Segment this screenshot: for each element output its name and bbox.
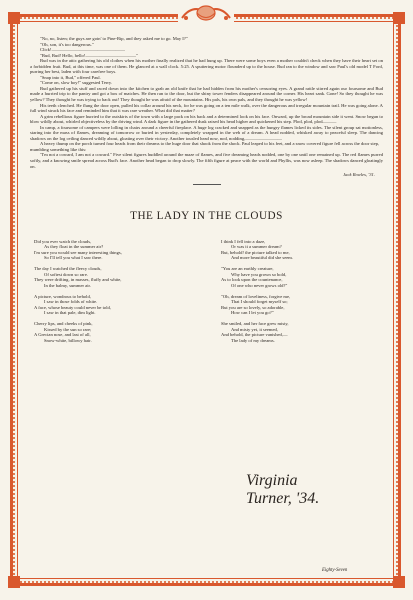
poem-line: The lady of my dreams.	[231, 337, 275, 343]
poem-line: But, behold! the picture talked to me,	[221, 249, 290, 255]
paragraph: Click!————————————————	[40, 47, 125, 53]
poem-line: The day I watched the fleecy clouds,	[34, 266, 102, 272]
poem	[30, 239, 383, 429]
paragraph: Bud gathered up his stuff and raced down into the kitchen to grab an old knife that he had hidden from his mother's censoring eyes. A grand rattle stirred again our foursome and Bud made a hurried trip to the pantry and got a box of matches. He then ran to the door, but the shiny tower fenders disappeared around the corner. His heart sank. Gone! So they thought he was yellow? They thought he was trying to back out! They thought he was afraid of the mountains. His pals, his own pals, and they thought he was yellow!	[30, 85, 383, 103]
paragraph: "Come on, slow boy!" suggested Terry.	[40, 80, 113, 86]
paragraph: Bud was in the attic gathering his old clothes when his mother finally realized that he had hung up. There were some boys even a mother couldn't check when they have their heart set on a forbidden fruit. Bud, at this time, was one of them. He glanced at a wall clock. 5:25. A sputtering motor flounderd up to the house. Bud ran to the window and saw Paul's old model T Ford, purring her best, laden with four carefree boys.	[30, 58, 383, 75]
poem-line: Snow-white, billowy hair.	[44, 337, 92, 343]
poem-line: And behold, the picture vanished,—	[221, 332, 288, 338]
poem-author: Virginia Turner, '34.	[246, 472, 320, 507]
poem-line: She smiled, and her face grew misty,	[221, 321, 289, 327]
poem-line: A Grecian nose, and last of all,	[34, 332, 91, 338]
story-author: Jack Rowles, '31.	[343, 172, 375, 178]
poem-line: I saw in those folds of white.	[44, 299, 98, 305]
stanza	[34, 239, 194, 261]
poem-line: Kissed by the sun so rare;	[44, 326, 92, 332]
border-corner-ornament	[8, 12, 20, 24]
poem-column-right	[221, 239, 381, 349]
stanza	[34, 266, 194, 288]
paragraph: "Bud, Bud! Hello, hello!———————————"	[40, 52, 138, 58]
poem-line: How can I let you go?"	[231, 310, 274, 316]
poem-line: But you are so lovely, so adorable,	[221, 304, 285, 310]
poem-line: And more beautiful did she seem.	[231, 255, 293, 261]
stanza	[221, 294, 381, 316]
border-corner-ornament	[8, 576, 20, 588]
stanza	[221, 266, 381, 288]
paragraph: "I'm not a coward, I am not a coward." Five silent figures huddled around the maze of flames, and five dreaming heads nodded, one by one until one remained up. The red flames purred softly, and a knowing smile spread across Bud's face. Another head began to drop slowly. The fifth figure at peace with the world and Phyllis, was now asleep. The shadows danced gloatingly on.	[30, 152, 383, 169]
poem-line: Of one who never grows old?"	[231, 282, 288, 288]
poem-line: A picture, wondrous to behold,	[34, 293, 91, 299]
poem-line: "Oh, dream of loveliness, forgive me,	[221, 293, 291, 299]
poem-line: A face, whose beauty could never be told,	[34, 304, 111, 310]
crest-ornament-icon	[178, 2, 234, 24]
stanza	[221, 321, 381, 343]
poem-line: As to look upon the countenance,	[221, 277, 283, 283]
paragraph: In camp, a foursome of campers were lolling in chairs around a cheerful fireplace. A huge log cracked and snapped as the hungry flames licked its sides. The silent group sat motionless, staring into the mass of flames, dreaming of tomorrow or buried in yesterday, completely wrapped in the web of a dream. A head nodded, whisked away to peaceful sleep. The dancing shadows on the log ceiling danced wildly about, gloating over their victory. Another tousled head now, nod, nodding,————————	[30, 124, 383, 141]
stanza	[34, 294, 194, 316]
paragraph: "Snap into it, Bud," offered Paul.	[40, 74, 101, 80]
border-corner-ornament	[393, 12, 405, 24]
poem-line: Of softest down so rare.	[44, 271, 89, 277]
poem-line: Why have you grown so bold,	[231, 271, 287, 277]
poem-line: Cherry lips, and cheeks of pink,	[34, 321, 93, 327]
stanza	[221, 239, 381, 261]
story-content	[30, 36, 383, 429]
poem-line: They were drifting, in masses, fluffy and white,	[34, 277, 122, 283]
poem-line: I'm sure you would see many interesting things,	[34, 249, 122, 255]
paragraph: A heavy thump on the porch turned four heads from their dreams to the huge door that shook from the shock. Paul leaped to his feet, and a snow covered figure fell across the door step, mumbling something like this:	[30, 141, 380, 152]
page-number: Eighty-Seven	[322, 568, 348, 573]
poem-line: In the balmy, summer air.	[44, 282, 91, 288]
poem-line: That I should forget myself so;	[231, 299, 288, 305]
poem-title: THE LADY IN THE CLOUDS	[130, 209, 283, 222]
paragraph: A grim rebellious figure hurried to the outskirts of the town with a large pack on his back and a determined look on his face. Onward, up the broad mountain side it went. Snow began to blow wildly about, whirled objectiveless by the driving wind. A dark figure in the gathered dusk raised his head higher and quickened his step. Plod, plod, plod———	[30, 113, 383, 125]
paragraph: "Oh, son, it's too dangerous."	[40, 41, 94, 47]
poem-line: As they float in the summer air?	[44, 244, 104, 250]
poem-line: I think I fell into a daze,	[221, 238, 266, 244]
paragraph: His teeth clenched. He flung the door open, pulled his collar around his neck, for he was going on a ten mile walk, over the dangerous and irregular mountain trail. He was going alone. A full wind struck his face and reminded him that it was rare weather. What did that matter?	[30, 102, 383, 114]
paragraph: "No, no, listen; the guys are goin' to Pine-Rip, and they asked me to go. May I?"	[40, 36, 188, 41]
poem-line: I saw in that pale, dim light.	[44, 310, 96, 316]
section-divider	[193, 184, 221, 185]
stanza	[34, 321, 194, 343]
poem-line: So I'll tell you what I saw there.	[44, 255, 103, 261]
poem-line: Did you ever watch the clouds,	[34, 238, 92, 244]
border-corner-ornament	[393, 576, 405, 588]
poem-line: Or was it a summer dream?	[231, 244, 282, 250]
poem-line: And misty yet, it seemed,	[231, 326, 278, 332]
poem-line: "You are an earthly creature,	[221, 266, 274, 272]
poem-column-left	[34, 239, 194, 349]
